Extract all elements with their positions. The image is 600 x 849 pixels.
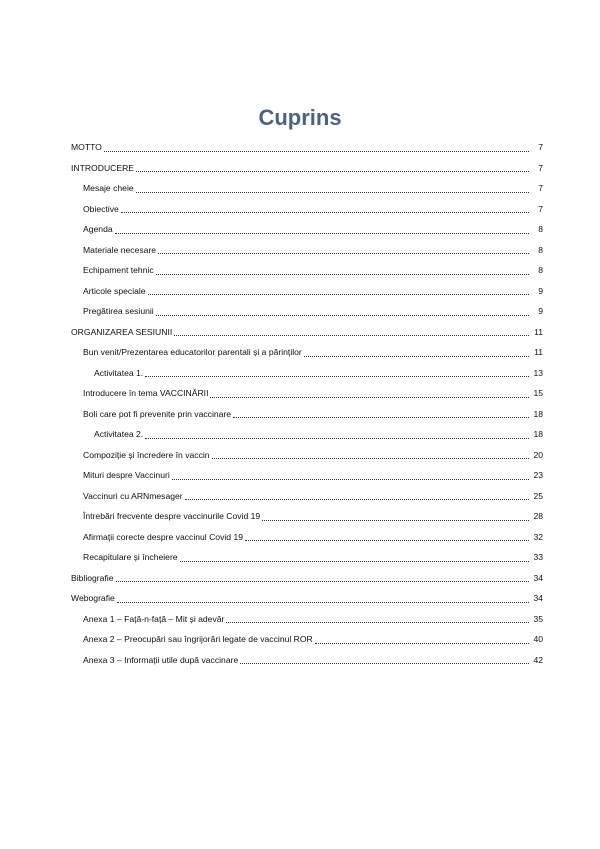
toc-entry-label: Mesaje cheie	[83, 183, 134, 193]
toc-entry[interactable]	[71, 404, 543, 425]
toc-entry-label: Obiective	[83, 203, 119, 214]
toc-entry-page: 28	[533, 511, 543, 521]
toc-entry-label: INTRODUCERE	[71, 162, 135, 173]
toc-entry-page: 40	[533, 634, 543, 644]
toc-entry-label: Recapitulare și încheiere	[83, 552, 178, 562]
toc-entry-page: 9	[538, 306, 543, 316]
toc-dot-leader	[145, 438, 529, 439]
toc-entry-label: MOTTO	[71, 142, 102, 152]
toc-entry[interactable]	[71, 199, 543, 220]
toc-dot-leader	[115, 233, 529, 234]
toc-entry[interactable]	[71, 137, 543, 158]
toc-entry-label: Anexa 2 – Preocupări sau îngrijorări legate de vaccinul ROR	[83, 634, 313, 644]
toc-entry-label: Echipament tehnic	[83, 265, 154, 275]
toc-entry[interactable]	[71, 609, 543, 630]
toc-entry-page: 18	[533, 408, 543, 419]
toc-entry[interactable]	[71, 547, 543, 568]
toc-dot-leader	[226, 622, 529, 623]
toc-dot-leader	[116, 581, 529, 582]
toc-dot-leader	[136, 192, 529, 193]
toc-entry[interactable]	[71, 629, 543, 650]
page-title: Cuprins	[258, 104, 342, 130]
toc-entry[interactable]	[71, 281, 543, 302]
toc-dot-leader	[156, 274, 529, 275]
toc-entry-page: 34	[533, 593, 543, 603]
toc-entry[interactable]	[71, 486, 543, 507]
toc-entry-page: 42	[533, 654, 543, 665]
toc-entry-page: 25	[533, 490, 543, 501]
toc-entry[interactable]	[71, 568, 543, 589]
toc-entry-label: Anexa 3 – Informații utile după vaccinare	[83, 654, 239, 665]
toc-dot-leader	[262, 520, 529, 521]
toc-dot-leader	[304, 356, 529, 357]
toc-entry-label: Compoziție și încredere în vaccin	[83, 449, 210, 460]
toc-entry[interactable]	[71, 240, 543, 261]
toc-entry-page: 11	[534, 347, 543, 357]
toc-dot-leader	[136, 171, 529, 172]
toc-entry-label: Bun venit/Prezentarea educatorilor parentali și a părinților	[83, 347, 302, 357]
toc-entry-label: ORGANIZAREA SESIUNII	[71, 326, 173, 337]
toc-entry-page: 18	[533, 429, 543, 439]
toc-dot-leader	[172, 479, 529, 480]
toc-entry[interactable]	[71, 588, 543, 609]
toc-entry-page: 11	[534, 326, 543, 337]
toc-dot-leader	[210, 397, 529, 398]
toc-entry-label: Mituri despre Vaccinuri	[83, 470, 170, 480]
toc-entry-label: Pregătirea sesiunii	[83, 306, 154, 316]
toc-entry[interactable]	[71, 527, 543, 548]
toc-entry-label: Boli care pot fi prevenite prin vaccinare	[83, 408, 232, 419]
toc-entry-page: 32	[533, 531, 543, 542]
toc-dot-leader	[185, 499, 529, 500]
toc-dot-leader	[240, 663, 529, 664]
toc-dot-leader	[117, 602, 529, 603]
toc-dot-leader	[158, 253, 529, 254]
toc-dot-leader	[245, 540, 529, 541]
toc-entry-page: 13	[533, 367, 543, 378]
toc-entry[interactable]	[71, 445, 543, 466]
toc-dot-leader	[121, 212, 529, 213]
toc-entry-page: 8	[538, 224, 543, 234]
toc-entry[interactable]	[71, 465, 543, 486]
toc-entry-label: Întrebări frecvente despre vaccinurile Covid 19	[83, 511, 261, 521]
toc-entry-page: 8	[538, 244, 543, 255]
toc-dot-leader	[145, 376, 529, 377]
toc-entry-label: Introducere în tema VACCINĂRII	[83, 388, 209, 398]
toc-entry-page: 8	[538, 265, 543, 275]
toc-entry-label: Articole speciale	[83, 285, 146, 296]
toc-entry[interactable]	[71, 322, 543, 343]
toc-entry[interactable]	[71, 424, 543, 445]
toc-entry-page: 7	[538, 162, 543, 173]
toc-entry-page: 15	[533, 388, 543, 398]
toc-dot-leader	[233, 417, 529, 418]
toc-dot-leader	[104, 151, 529, 152]
toc-entry-page: 33	[533, 552, 543, 562]
toc-entry-label: Agenda	[83, 224, 113, 234]
table-of-contents	[71, 137, 543, 670]
toc-entry-page: 20	[533, 449, 543, 460]
toc-dot-leader	[315, 643, 529, 644]
toc-entry[interactable]	[71, 219, 543, 240]
toc-entry[interactable]	[71, 650, 543, 671]
toc-entry-page: 9	[538, 285, 543, 296]
toc-entry[interactable]	[71, 383, 543, 404]
toc-entry-page: 35	[533, 613, 543, 624]
toc-entry[interactable]	[71, 342, 543, 363]
toc-entry[interactable]	[71, 301, 543, 322]
toc-entry-label: Vaccinuri cu ARNmesager	[83, 490, 183, 501]
toc-entry[interactable]	[71, 260, 543, 281]
toc-dot-leader	[180, 561, 529, 562]
toc-entry-label: Activitatea 2.	[94, 429, 144, 439]
toc-entry-page: 7	[538, 203, 543, 214]
toc-entry[interactable]	[71, 506, 543, 527]
toc-entry[interactable]	[71, 158, 543, 179]
toc-entry[interactable]	[71, 178, 543, 199]
toc-dot-leader	[156, 315, 529, 316]
toc-entry-page: 7	[538, 142, 543, 152]
toc-entry-label: Afirmații corecte despre vaccinul Covid 19	[83, 531, 244, 542]
toc-entry-label: Activitatea 1.	[94, 367, 144, 378]
toc-dot-leader	[212, 458, 529, 459]
toc-entry-page: 7	[538, 183, 543, 193]
toc-entry-page: 34	[533, 572, 543, 583]
toc-entry-page: 23	[533, 470, 543, 480]
toc-entry[interactable]	[71, 363, 543, 384]
toc-dot-leader	[148, 294, 529, 295]
toc-entry-label: Bibliografie	[71, 572, 114, 583]
toc-dot-leader	[174, 335, 529, 336]
toc-entry-label: Anexa 1 – Față-n-față – Mit și adevăr	[83, 613, 225, 624]
toc-entry-label: Materiale necesare	[83, 244, 157, 255]
toc-entry-label: Webografie	[71, 593, 115, 603]
